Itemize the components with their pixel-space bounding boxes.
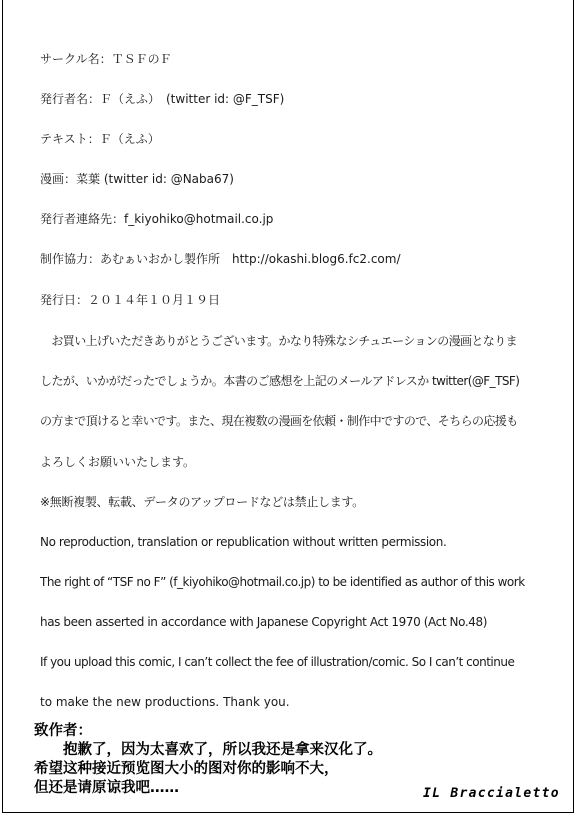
publisher-name: 発行者名：Ｆ（えふ） (twitter id: @F_TSF) <box>40 92 285 106</box>
copyright-line: The right of “TSF no F” (f_kiyohiko@hotmail.co.jp) to be identified as author of this work <box>40 575 525 589</box>
translator-note-heading: 致作者： <box>34 723 92 739</box>
translator-note-line: 但还是请原谅我吧…… <box>34 780 179 796</box>
translator-credit: IL Braccialetto <box>423 786 560 801</box>
publication-date: 発行日：２０１４年１０月１９日 <box>40 293 221 307</box>
translator-note-line: 希望这种接近预览图大小的图对你的影响不大， <box>34 761 339 777</box>
prohibition-notice: ※無断複製、転載、データのアップロードなどは禁止します。 <box>40 495 364 509</box>
copyright-line: to make the new productions. Thank you. <box>40 695 290 709</box>
text-author: テキスト：Ｆ（えふ） <box>40 132 160 146</box>
page-border <box>2 0 574 813</box>
translator-note-line: 抱歉了，因为太喜欢了，所以我还是拿来汉化了。 <box>34 742 382 758</box>
message-line: お買い上げいただきありがとうございます。かなり特殊なシチュエーションの漫画となりま <box>40 334 518 348</box>
message-line: の方まで頂けると幸いです。また、現在複数の漫画を依頼・制作中ですので、そちらの応援も <box>40 414 518 428</box>
circle-name: サークル名：ＴＳＦのＦ <box>40 52 172 66</box>
manga-artist: 漫画：菜葉 (twitter id: @Naba67) <box>40 172 234 186</box>
copyright-line: has been asserted in accordance with Japanese Copyright Act 1970 (Act No.48) <box>40 615 488 629</box>
message-line: よろしくお願いいたします。 <box>40 455 196 469</box>
production-cooperation: 制作協力：あむぁいおかし製作所 http://okashi.blog6.fc2.com/ <box>40 252 401 266</box>
message-line: したが、いかがだったでしょうか。本書のご感想を上記のメールアドレスか twitter(@F_TSF) <box>40 374 520 388</box>
copyright-line: No reproduction, translation or republication without written permission. <box>40 535 447 549</box>
publisher-contact: 発行者連絡先：f_kiyohiko@hotmail.co.jp <box>40 212 274 226</box>
copyright-line: If you upload this comic, I can’t collect the fee of illustration/comic. So I can’t continue <box>40 655 515 669</box>
